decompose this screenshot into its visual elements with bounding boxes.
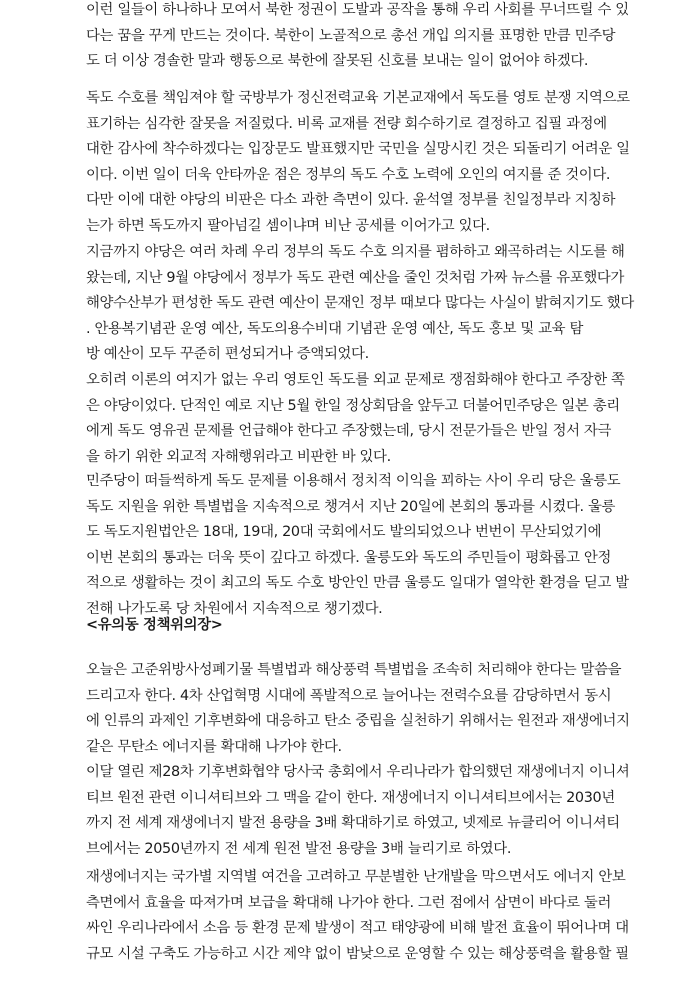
text-line: 해양수산부가 편성한 독도 관련 예산이 문재인 정부 때보다 많다는 사실이 밝혀지기도 했다 — [86, 295, 634, 311]
text-line: 독도 수호를 책임져야 할 국방부가 정신전력교육 기본교재에서 독도를 영토 분쟁 지역으로 — [86, 90, 630, 106]
text-line: 는가 하면 독도까지 팔아넘길 셈이냐며 비난 공세를 이어가고 있다. — [86, 217, 490, 234]
text-line: 브에서는 2050년까지 전 세계 원전 발전 용량을 3배 늘리기로 하였다. — [86, 840, 512, 857]
text-line: 이다. 이번 일이 더욱 안타까운 점은 정부의 독도 수호 노력에 오인의 여지를 준 것이다. — [86, 166, 611, 183]
text-line: 적으로 생활하는 것이 최고의 독도 수호 방안인 만큼 울릉도 일대가 열악한 환경을 딛고 발 — [86, 575, 629, 591]
paragraph — [86, 368, 625, 470]
heading-text: <유의동 정책위의장> — [86, 617, 223, 633]
paragraph — [86, 865, 629, 967]
paragraph — [86, 469, 629, 622]
text-line: 민주당이 떠들썩하게 독도 문제를 이용해서 정치적 이익을 꾀하는 사이 우리 당은 울릉도 — [86, 473, 621, 489]
text-line: 다만 이에 대한 야당의 비판은 다소 과한 측면이 있다. 윤석열 정부를 친일정부라 지칭하 — [86, 192, 616, 208]
text-line: 방 예산이 모두 꾸준히 편성되거나 증액되었다. — [86, 346, 369, 362]
paragraph — [86, 0, 629, 75]
text-line: 독도 지원을 위한 특별법을 지속적으로 챙겨서 지난 20일에 본회의 통과를 시켰다. 울릉 — [86, 498, 616, 515]
section-heading — [86, 613, 223, 639]
text-line: 이번 본회의 통과는 더욱 뜻이 깊다고 하겠다. 울릉도와 독도의 주민들이 평화롭고 안정 — [86, 549, 611, 566]
text-line: 같은 무탄소 에너지를 확대해 나가야 한다. — [86, 738, 342, 755]
text-line: 오히려 이론의 여지가 없는 우리 영토인 독도를 외교 문제로 쟁점화해야 한다고 주장한 쪽 — [86, 372, 625, 388]
text-line: 다는 꿈을 꾸게 만드는 것이다. 북한이 노골적으로 총선 개입 의지를 표명한 만큼 민주당 — [86, 27, 616, 44]
text-line: 티브 원전 관련 이니셔티브와 그 맥을 같이 한다. 재생에너지 이니셔티브에서는 2030년 — [86, 789, 615, 806]
paragraph — [86, 240, 634, 368]
text-line: 드리고자 한다. 4차 산업혁명 시대에 폭발적으로 늘어나는 전력수요를 감당하면서 동시 — [86, 687, 612, 704]
text-line: 측면에서 효율을 따져가며 보급을 확대해 나가야 한다. 그런 점에서 삼면이 바다로 둘러 — [86, 894, 611, 911]
text-line: 오늘은 고준위방사성폐기물 특별법과 해상풍력 특별법을 조속히 처리해야 한다는 말씀을 — [86, 662, 622, 678]
text-line: 왔는데, 지난 9월 야당에서 정부가 독도 관련 예산을 줄인 것처럼 가짜 뉴스를 유포했다가 — [86, 269, 625, 286]
text-line: 이달 열린 제28차 기후변화협약 당사국 총회에서 우리나라가 합의했던 재생에너지 이니셔 — [86, 764, 630, 780]
text-line: 도 독도지원법안은 18대, 19대, 20대 국회에서도 발의되었으나 번번이 무산되었기에 — [86, 524, 602, 540]
text-line: 지금까지 야당은 여러 차례 우리 정부의 독도 수호 의지를 폄하하고 왜곡하려는 시도를 해 — [86, 244, 625, 260]
text-line: 도 더 이상 경솔한 말과 행동으로 북한에 잘못된 신호를 보내는 일이 없어야 하겠다. — [86, 53, 589, 69]
text-line: 에게 독도 영유권 문제를 언급해야 한다고 주장했는데, 당시 전문가들은 반일 정서 자극 — [86, 423, 611, 439]
text-line: 규모 시설 구축도 가능하고 시간 제약 없이 밤낮으로 운영할 수 있는 해상풍력을 활용할 필 — [86, 945, 629, 962]
paragraph — [86, 760, 629, 862]
text-line: 대한 감사에 착수하겠다는 입장문도 발표했지만 국민을 실망시킨 것은 되돌리기 어려운 일 — [86, 141, 630, 157]
paragraph — [86, 658, 630, 760]
paragraph — [86, 86, 630, 239]
text-line: . 안용복기념관 운영 예산, 독도의용수비대 기념관 운영 예산, 독도 홍보 및 교육 탐 — [86, 320, 584, 337]
text-line: 까지 전 세계 재생에너지 발전 용량을 3배 확대하기로 하였고, 넷제로 뉴클리어 이니셔티 — [86, 815, 620, 831]
text-line: 표기하는 심각한 잘못을 저질렀다. 비록 교재를 전량 회수하기로 결정하고 집필 과정에 — [86, 115, 607, 132]
text-line: 은 야당이었다. 단적인 예로 지난 5월 한일 정상회담을 앞두고 더불어민주당은 일본 총리 — [86, 397, 620, 414]
text-line: 전해 나가도록 당 차원에서 지속적으로 챙기겠다. — [86, 600, 383, 617]
text-line: 을 하기 위한 외교적 자해행위라고 비판한 바 있다. — [86, 448, 391, 465]
text-line: 싸인 우리나라에서 소음 등 환경 문제 발생이 적고 태양광에 비해 발전 효율이 뛰어나며 대 — [86, 920, 629, 936]
text-line: 이런 일들이 하나하나 모여서 북한 정권이 도발과 공작을 통해 우리 사회를 무너뜨릴 수 있 — [86, 2, 629, 18]
text-line: 재생에너지는 국가별 지역별 여건을 고려하고 무분별한 난개발을 막으면서도 에너지 안보 — [86, 869, 626, 885]
text-line: 에 인류의 과제인 기후변화에 대응하고 탄소 중립을 실천하기 위해서는 원전과 재생에너지 — [86, 713, 630, 729]
